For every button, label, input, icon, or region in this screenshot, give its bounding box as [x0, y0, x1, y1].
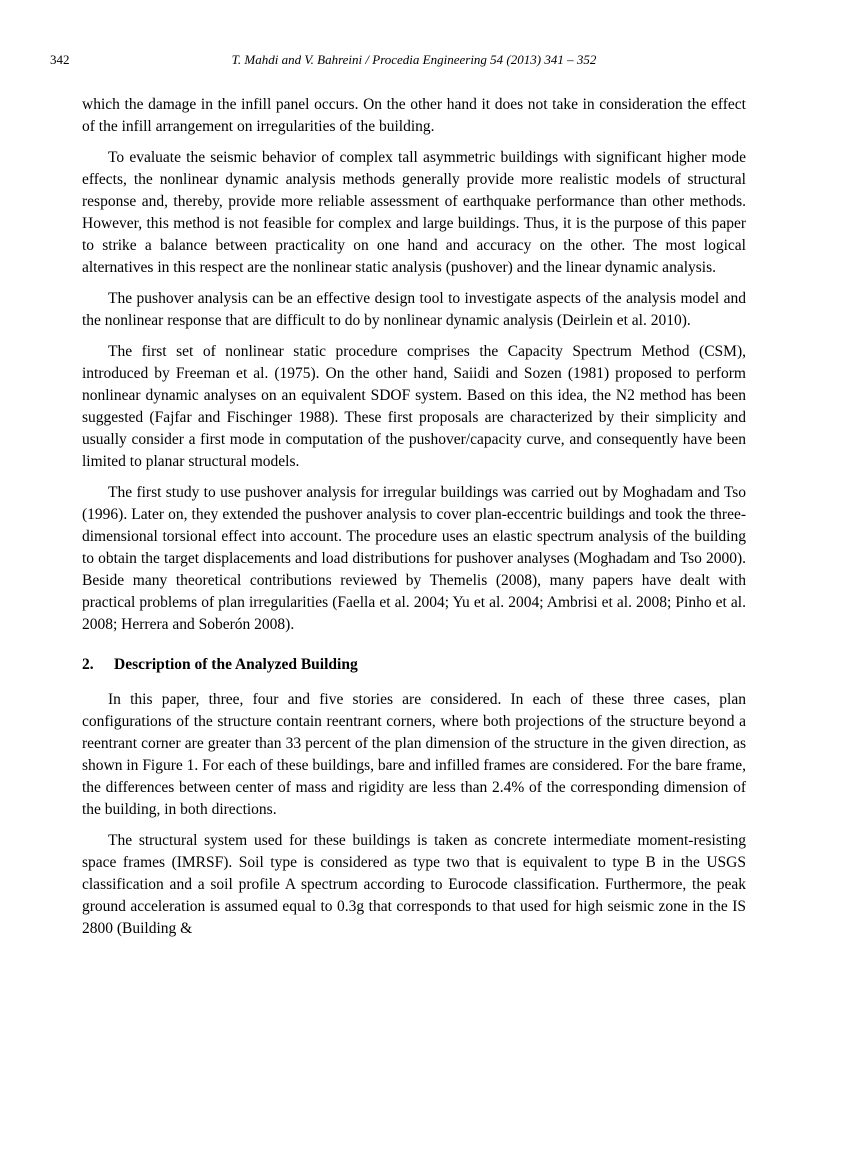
paragraph: The first study to use pushover analysis for irregular buildings was carried out by Moghadam and Tso (1996). Later on, they extended the pushover analysis to cover plan-eccentric buildings and took the three-dimensional torsional effect into account. The procedure uses an elastic spectrum analysis of the building to obtain the target displacements and load distributions for pushover analyses (Moghadam and Tso 2000). Beside many theoretical contributions reviewed by Themelis (2008), many papers have dealt with practical problems of plan irregularities (Faella et al. 2004; Yu et al. 2004; Ambrisi et al. 2008; Pinho et al. 2008; Herrera and Soberón 2008).	[82, 484, 746, 633]
paragraph: The first set of nonlinear static procedure comprises the Capacity Spectrum Method (CSM), introduced by Freeman et al. (1975). On the other hand, Saiidi and Sozen (1981) proposed to perform nonlinear dynamic analyses on an equivalent SDOF system. Based on this idea, the N2 method has been suggested (Fajfar and Fischinger 1988). These first proposals are characterized by their simplicity and usually consider a first mode in computation of the pushover/capacity curve, and consequently have been limited to planar structural models.	[82, 343, 746, 470]
section-title: Description of the Analyzed Building	[114, 656, 358, 673]
paragraph: The pushover analysis can be an effective design tool to investigate aspects of the analysis model and the nonlinear response that are difficult to do by nonlinear dynamic analysis (Deirlein et al. 2010).	[82, 290, 746, 329]
paragraph: The structural system used for these buildings is taken as concrete intermediate moment-resisting space frames (IMRSF). Soil type is considered as type two that is equivalent to type B in the USGS classification and a soil profile A spectrum according to Eurocode classification. Furthermore, the peak ground acceleration is assumed equal to 0.3g that corresponds to that used for high seismic zone in the IS 2800 (Building &	[82, 832, 746, 937]
page-number: 342	[50, 52, 70, 67]
running-head: T. Mahdi and V. Bahreini / Procedia Engineering 54 (2013) 341 – 352	[231, 52, 597, 67]
section-heading	[82, 654, 746, 676]
section-number: 2.	[82, 656, 94, 673]
paragraph: In this paper, three, four and five stories are considered. In each of these three cases, plan configurations of the structure contain reentrant corners, where both projections of the structure beyond a reentrant corner are greater than 33 percent of the plan dimension of the structure in the given direction, as shown in Figure 1. For each of these buildings, bare and infilled frames are considered. For the bare frame, the differences between center of mass and rigidity are less than 2.4% of the corresponding dimension of the building, in both directions.	[82, 691, 746, 818]
article-body	[82, 94, 746, 940]
paragraph-continuation: which the damage in the infill panel occurs. On the other hand it does not take in consideration the effect of the infill arrangement on irregularities of the building.	[82, 96, 746, 135]
page-header	[50, 50, 746, 70]
paragraph: To evaluate the seismic behavior of complex tall asymmetric buildings with significant higher mode effects, the nonlinear dynamic analysis methods generally provide more realistic models of structural response and, thereby, provide more reliable assessment of earthquake performance than other methods. However, this method is not feasible for complex and large buildings. Thus, it is the purpose of this paper to strike a balance between practicality on one hand and accuracy on the other. The most logical alternatives in this respect are the nonlinear static analysis (pushover) and the linear dynamic analysis.	[82, 149, 746, 276]
